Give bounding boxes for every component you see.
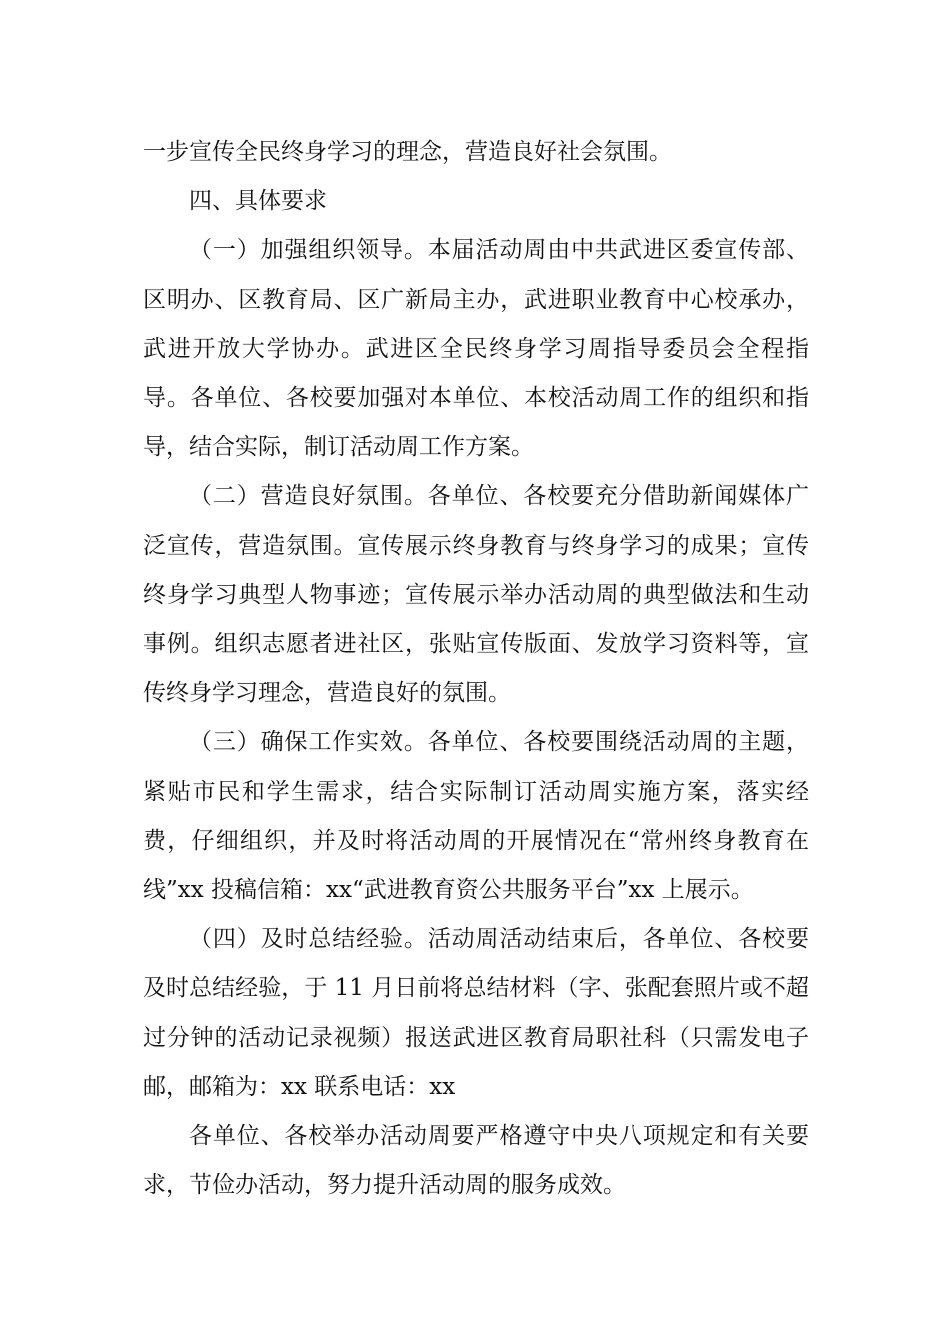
document-body — [143, 128, 809, 1210]
section-heading-requirements: 四、具体要求 — [189, 188, 327, 215]
paragraph-work-effectiveness: （三）确保工作实效。各单位、各校要围绕活动周的主题，紧贴市民和学生需求，结合实际制订活动周实施方案，落实经费，仔细组织，并及时将活动周的开展情况在“常州终身教育在线”xx 投稿信箱：xx“武进教育资公共服务平台”xx 上展示。 — [143, 729, 809, 904]
paragraph-organization-leadership: （一）加强组织领导。本届活动周由中共武进区委宣传部、区明办、区教育局、区广新局主办，武进职业教育中心校承办，武进开放大学协办。武进区全民终身学习周指导委员会全程指导。各单位、各校要加强对本单位、本校活动周工作的组织和指导，结合实际，制订活动周工作方案。 — [143, 237, 809, 461]
paragraph-summary-experience: （四）及时总结经验。活动周活动结束后，各单位、各校要及时总结经验，于 11 月日前将总结材料（字、张配套照片或不超过分钟的活动记录视频）报送武进区教育局职社科（只需发电子邮，邮箱为：xx 联系电话：xx — [143, 926, 809, 1100]
paragraph-continuation: 一步宣传全民终身学习的理念，营造良好社会氛围。 — [143, 139, 672, 165]
paragraph-closing: 各单位、各校举办活动周要严格遵守中央八项规定和有关要求，节俭办活动，努力提升活动周的服务成效。 — [143, 1123, 809, 1199]
paragraph-atmosphere: （二）营造良好氛围。各单位、各校要充分借助新闻媒体广泛宣传，营造氛围。宣传展示终身教育与终身学习的成果；宣传终身学习典型人物事迹；宣传展示举办活动周的典型做法和生动事例。组织志愿者进社区，张贴宣传版面、发放学习资料等，宣传终身学习理念，营造良好的氛围。 — [143, 483, 809, 707]
